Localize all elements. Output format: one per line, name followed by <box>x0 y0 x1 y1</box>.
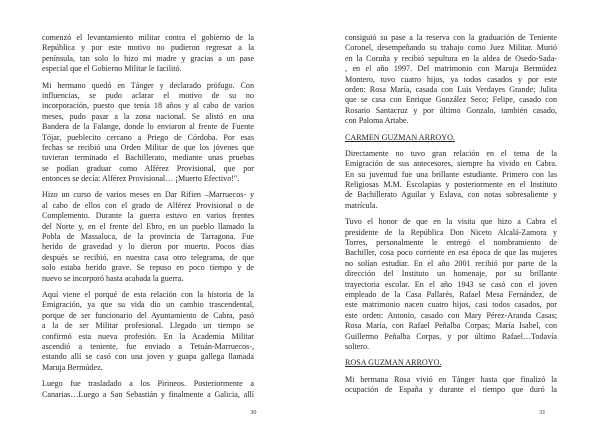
text-line: Torres, personalmente le entregó el nombramiento de <box>345 238 557 248</box>
text-line: ascendió a teniente, fue enviado a Tetuán-Marruecos-, <box>42 341 254 351</box>
text-line: a la de ser Militar profesional. Llegado un tiempo se <box>42 321 254 331</box>
text-line: presidente de la República Don Niceto Alcalá-Zamora y <box>345 227 557 237</box>
paragraph <box>42 379 254 400</box>
paragraph <box>42 81 254 185</box>
paragraph <box>345 217 557 352</box>
right-page-text <box>345 33 557 402</box>
text-line: porque de ser funcionario del Ayuntamiento de Cabra, pasó <box>42 310 254 320</box>
paragraph <box>42 190 254 284</box>
text-line: Hizo un curso de varios meses en Dar Rifien –Marruecos- y <box>42 190 254 200</box>
text-line: no solían estudiar. En el año 2001 recibió por parte de la <box>345 258 557 268</box>
text-line: después se recibió, en nuestra casa otro telegrama, de que <box>42 252 254 262</box>
paragraph <box>42 33 254 75</box>
text-line: Rosa María, con Rafael Peñalba Corpas; María Isabel, con <box>345 321 557 331</box>
text-line: Emigración de sus antecesores, siempre ha vivido en Cabra. <box>345 159 557 169</box>
section-heading: CARMEN GUZMAN ARROYO. <box>345 132 455 142</box>
text-line: nuevo se incorporó hasta acabada la guerra. <box>42 273 184 283</box>
text-line: del Norte y, en el frente del Ebro, en un pueblo llamado la <box>42 221 254 231</box>
paragraph <box>42 290 254 373</box>
text-line: ocupación de España y durante el tiempo que duró la <box>345 385 557 395</box>
text-line: orden: Rosa María, casada con Luis Verdayes Grande; Julita <box>345 84 557 94</box>
text-line: influencias, se pudo aclarar el motivo de su no <box>42 90 254 100</box>
text-line: Bandera de la Falange, donde lo enviaron al frente de Fuente <box>42 122 254 132</box>
paragraph <box>345 149 557 211</box>
text-line: República y por este motivo no pudieron regresar a la <box>42 43 254 53</box>
text-line: Religiosas M.M. Escolapias y posteriormente en el Instituto <box>345 180 557 190</box>
text-line: Montero, tuvo cuatro hijos, ya todos casados y por este <box>345 74 557 84</box>
text-line: Luego fue trasladado a los Pirineos. Posteriormente a <box>42 379 254 389</box>
text-line: al cabo de ellos con el grado de Alférez Provisional o de <box>42 200 254 210</box>
text-line: Canarias…Luego a San Sebastián y finalmente a Galicia, allí <box>42 389 254 399</box>
text-line: confirmó esta nueva profesión. En la Academia Militar <box>42 331 254 341</box>
text-line: Mi hermana Rosa vivió en Tánger hasta que finalizó la <box>345 374 557 384</box>
text-line: que se casa con Enrique González Seco; Felipe, casado con <box>345 95 557 105</box>
paragraph <box>345 33 557 127</box>
text-line: este orden: Antonio, casado con Mary Pérez-Aranda Casas; <box>345 310 557 320</box>
text-line: con Paloma Artabe. <box>345 116 409 126</box>
text-line: península, tan solo lo hizo mi madre y gracias a un pase <box>42 53 254 63</box>
text-line: trayectoria escolar. En el año 1943 se casó con el joven <box>345 279 557 289</box>
text-line: consiguió su pase a la reserva con la graduación de Teniente <box>345 33 557 42</box>
text-line: fechas se recibió una Orden Militar de que los jóvenes que <box>42 142 254 152</box>
text-line: tuvieran terminado el Bachillerato, mediante unas pruebas <box>42 153 254 163</box>
text-line: Tuvo el honor de que en la visita que hizo a Cabra el <box>345 217 557 227</box>
text-line: incorporación, puesto que tenía 18 años y al cabo de varios <box>42 101 254 111</box>
text-line: solo estaba herido grave. Se repuso en poco tiempo y de <box>42 263 254 273</box>
text-line: Emigración, ya que su vida dio un cambio trascendental, <box>42 300 254 310</box>
text-line: Bachiller, cosa poco corriente en esa época de que las mujeres <box>345 248 557 258</box>
text-line: Aquí viene el porqué de esta relación con la historia de la <box>42 289 254 299</box>
text-line: especial que el Gobierno Militar le facilitó. <box>42 64 182 74</box>
text-line: Complemento. Durante la guerra estuvo en varios frentes <box>42 211 254 221</box>
text-line: se podían graduar como Alférez Provisional, que por <box>42 163 254 173</box>
page-number-left: 30 <box>250 409 257 416</box>
text-line: entonces se decía: Alférez Provisional… ¡Muerto Efectivo!". <box>42 174 240 184</box>
text-line: , en el año 1997. Del matrimonio con Maruja Bermúdez <box>345 64 557 74</box>
text-line: empleado de la Casa Pallarés, Rafael Mesa Fernández, de <box>345 289 557 299</box>
text-line: soltero. <box>345 341 370 351</box>
text-line: herido de gravedad y lo dieron por muerto. Pocos días <box>42 242 254 252</box>
paragraph <box>345 375 557 396</box>
text-line: de Bachillerato Aguilar y Eslava, con notas sobresaliente y <box>345 190 557 200</box>
text-line: Coronel, desempeñando su trabajo como Juez Militar. Murió <box>345 43 557 53</box>
text-line: matrícula. <box>345 200 378 210</box>
page-number-right: 31 <box>539 409 546 416</box>
text-line: en la Coruña y recibió sepultura en la aldea de Osedo-Sada- <box>345 53 557 63</box>
text-line: dirección del Instituto un homenaje, por su brillante <box>345 269 557 279</box>
text-line: Maruja Bermúdez. <box>42 362 103 372</box>
text-line: Rosario Santacruz y por último Gonzalo, también casado, <box>345 105 557 115</box>
text-line: meses, pudo pasar a la zona nacional. Se alistó en una <box>42 111 254 121</box>
text-line: Pobla de Massaluca, de la provincia de Tarragona. Fue <box>42 232 254 242</box>
left-page-text <box>42 33 254 406</box>
text-line: En su juventud fue una brillante estudiante. Primero con las <box>345 169 557 179</box>
section-heading: ROSA GUZMAN ARROYO. <box>345 358 442 368</box>
text-line: este matrimonio nacen cuatro hijos, casi todos casados, por <box>345 300 557 310</box>
text-line: Tójar, pueblecito cercano a Priego de Córdoba. Por esas <box>42 132 254 142</box>
text-line: estando allí se casó con una joven y guapa gallega llamada <box>42 352 254 362</box>
text-line: Guillermo Peñalba Corpas, y por último Rafael…Todavía <box>345 331 557 341</box>
text-line: Mi hermano quedó en Tánger y declarado prófugo. Con <box>42 80 254 90</box>
text-line: comenzó el levantamiento militar contra el gobierno de la <box>42 33 254 42</box>
text-line: Directamente no tuvo gran relación en el tema de la <box>345 148 557 158</box>
